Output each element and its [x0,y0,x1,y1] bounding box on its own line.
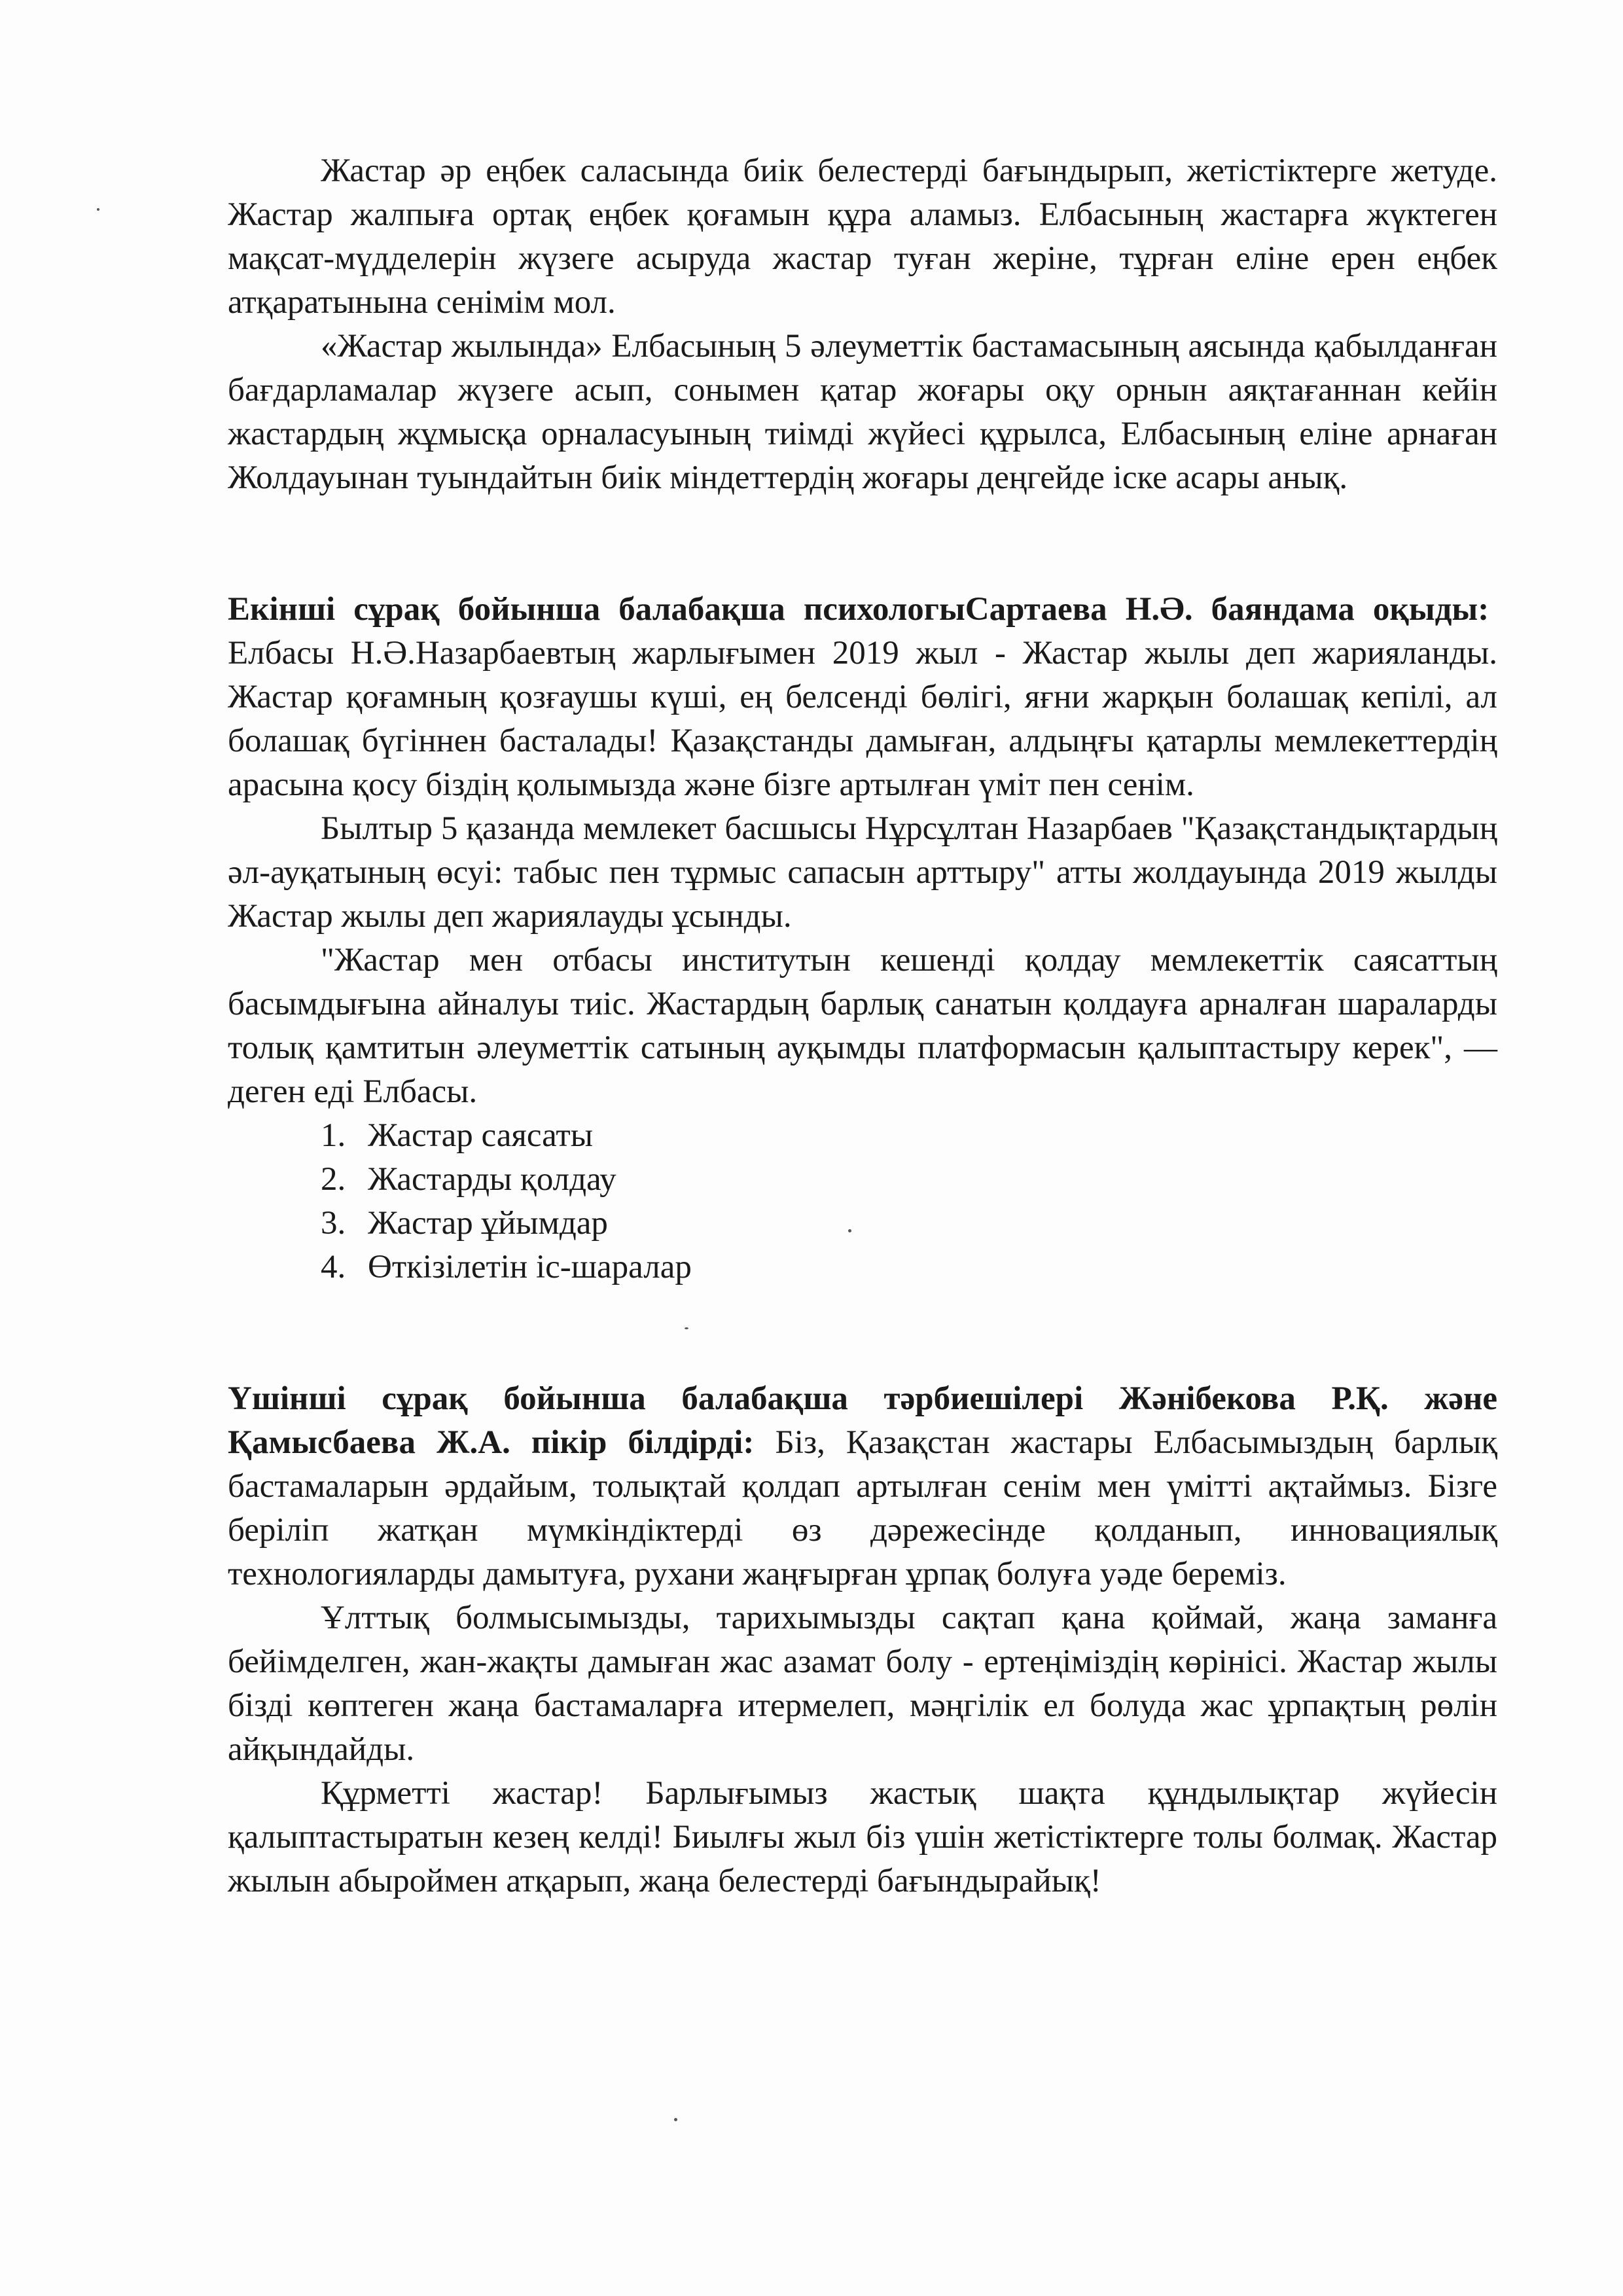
paragraph: Құрметті жастар! Барлығымыз жастық шақта құндылықтар жүйесін қалыптастыратын кезең келді! Биылғы жыл біз үшін жетістіктерге толы болмақ. Жастар жылын абыроймен атқарып, жаңа белестерді бағындырайық! [228,1775,1497,1899]
list-item [228,1114,1497,1158]
list-number: 1. [321,1117,346,1154]
list-number: 4. [321,1249,346,1285]
paragraph: «Жастар жылында» Елбасының 5 әлеуметтік бастамасының аясында қабылданған бағдарламалар жүзеге асып, сонымен қатар жоғары оқу орнын аяқтағаннан кейін жастардың жұмысқа орналасуының тиімді жүйесі құрылса, Елбасының еліне арнаған Жолдауынан туындайтын биік міндеттердің жоғары деңгейде іске асары анық. [228,328,1497,496]
section-2-paragraph [228,588,1497,807]
section-3-paragraph [228,1377,1497,1596]
list-item [228,1202,1497,1246]
section-2-lead: Елбасы Н.Ә.Назарбаевтың жарлығымен 2019 жыл - Жастар жылы деп жарияланды. Жастар қоғамның қозғаушы күші, ең белсенді бөлігі, яғни жарқын болашақ кепілі, ал болашақ бүгіннен басталады! Қазақстанды дамыған, алдыңғы қатарлы мемлекеттердің арасына қосу біздің қолымызда және бізге артылған үміт пен сенім. [228,635,1497,803]
scan-speck [674,2118,677,2121]
section-gap [228,1289,1497,1377]
scan-speck [97,208,99,211]
list-item-text: Жастарды қолдау [368,1161,616,1198]
list-number: 3. [321,1205,346,1242]
section-gap [228,500,1497,588]
list-item [228,1158,1497,1202]
list-item-text: Өткізілетін іс-шаралар [368,1249,692,1285]
list-number: 2. [321,1161,346,1198]
numbered-list [228,1114,1497,1289]
paragraph: "Жастар мен отбасы институтын кешенді қолдау мемлекеттік саясаттың басымдығына айналуы тиіс. Жастардың барлық санатын қолдауға арналған шараларды толық қамтитын әлеуметтік сатының ауқымды платформасын қалыптастыру керек", — деген еді Елбасы. [228,942,1497,1110]
section-3-heading: Үшінші сұрақ бойынша балабақша тәрбиешілері Жәнібекова Р.Қ. және Қамысбаева Ж.А. пікір білдірді: [228,1380,1497,1461]
paragraph: Былтыр 5 қазанда мемлекет басшысы Нұрсұлтан Назарбаев "Қазақстандықтардың әл-ауқатының өсуі: табыс пен тұрмыс сапасын арттыру" атты жолдауында 2019 жылды Жастар жылы деп жариялауды ұсынды. [228,810,1497,935]
document-body [228,149,1497,1903]
section-3-lead: Біз, Қазақстан жастары Елбасымыздың барлық бастамаларын әрдайым, толықтай қолдап артылған сенім мен үмітті ақтаймыз. Бізге беріліп жатқан мүмкіндіктерді өз дәрежесінде қолданып, инновациялық технологияларды дамытуға, рухани жаңғырған ұрпақ болуға уәде береміз. [228,1424,1497,1592]
paragraph: Ұлттық болмысымызды, тарихымызды сақтап қана қоймай, жаңа заманға бейімделген, жан-жақты дамыған жас азамат болу - ертеңіміздің көрінісі. Жастар жылы бізді көптеген жаңа бастамаларға итермелеп, мәңгілік ел болуда жас ұрпақтың рөлін айқындайды. [228,1600,1497,1768]
list-item [228,1246,1497,1289]
section-2-heading: Екінші сұрақ бойынша балабақша психологыСартаева Н.Ә. баяндама оқыды: [228,591,1489,628]
paragraph: Жастар әр еңбек саласында биік белестерді бағындырып, жетістіктерге жетуде. Жастар жалпыға ортақ еңбек қоғамын құра аламыз. Елбасының жастарға жүктеген мақсат-мүдделерін жүзеге асыруда жастар туған жеріне, тұрған еліне ерен еңбек атқаратынына сенімім мол. [228,152,1497,321]
list-item-text: Жастар ұйымдар [368,1205,608,1242]
list-item-text: Жастар саясаты [368,1117,593,1154]
